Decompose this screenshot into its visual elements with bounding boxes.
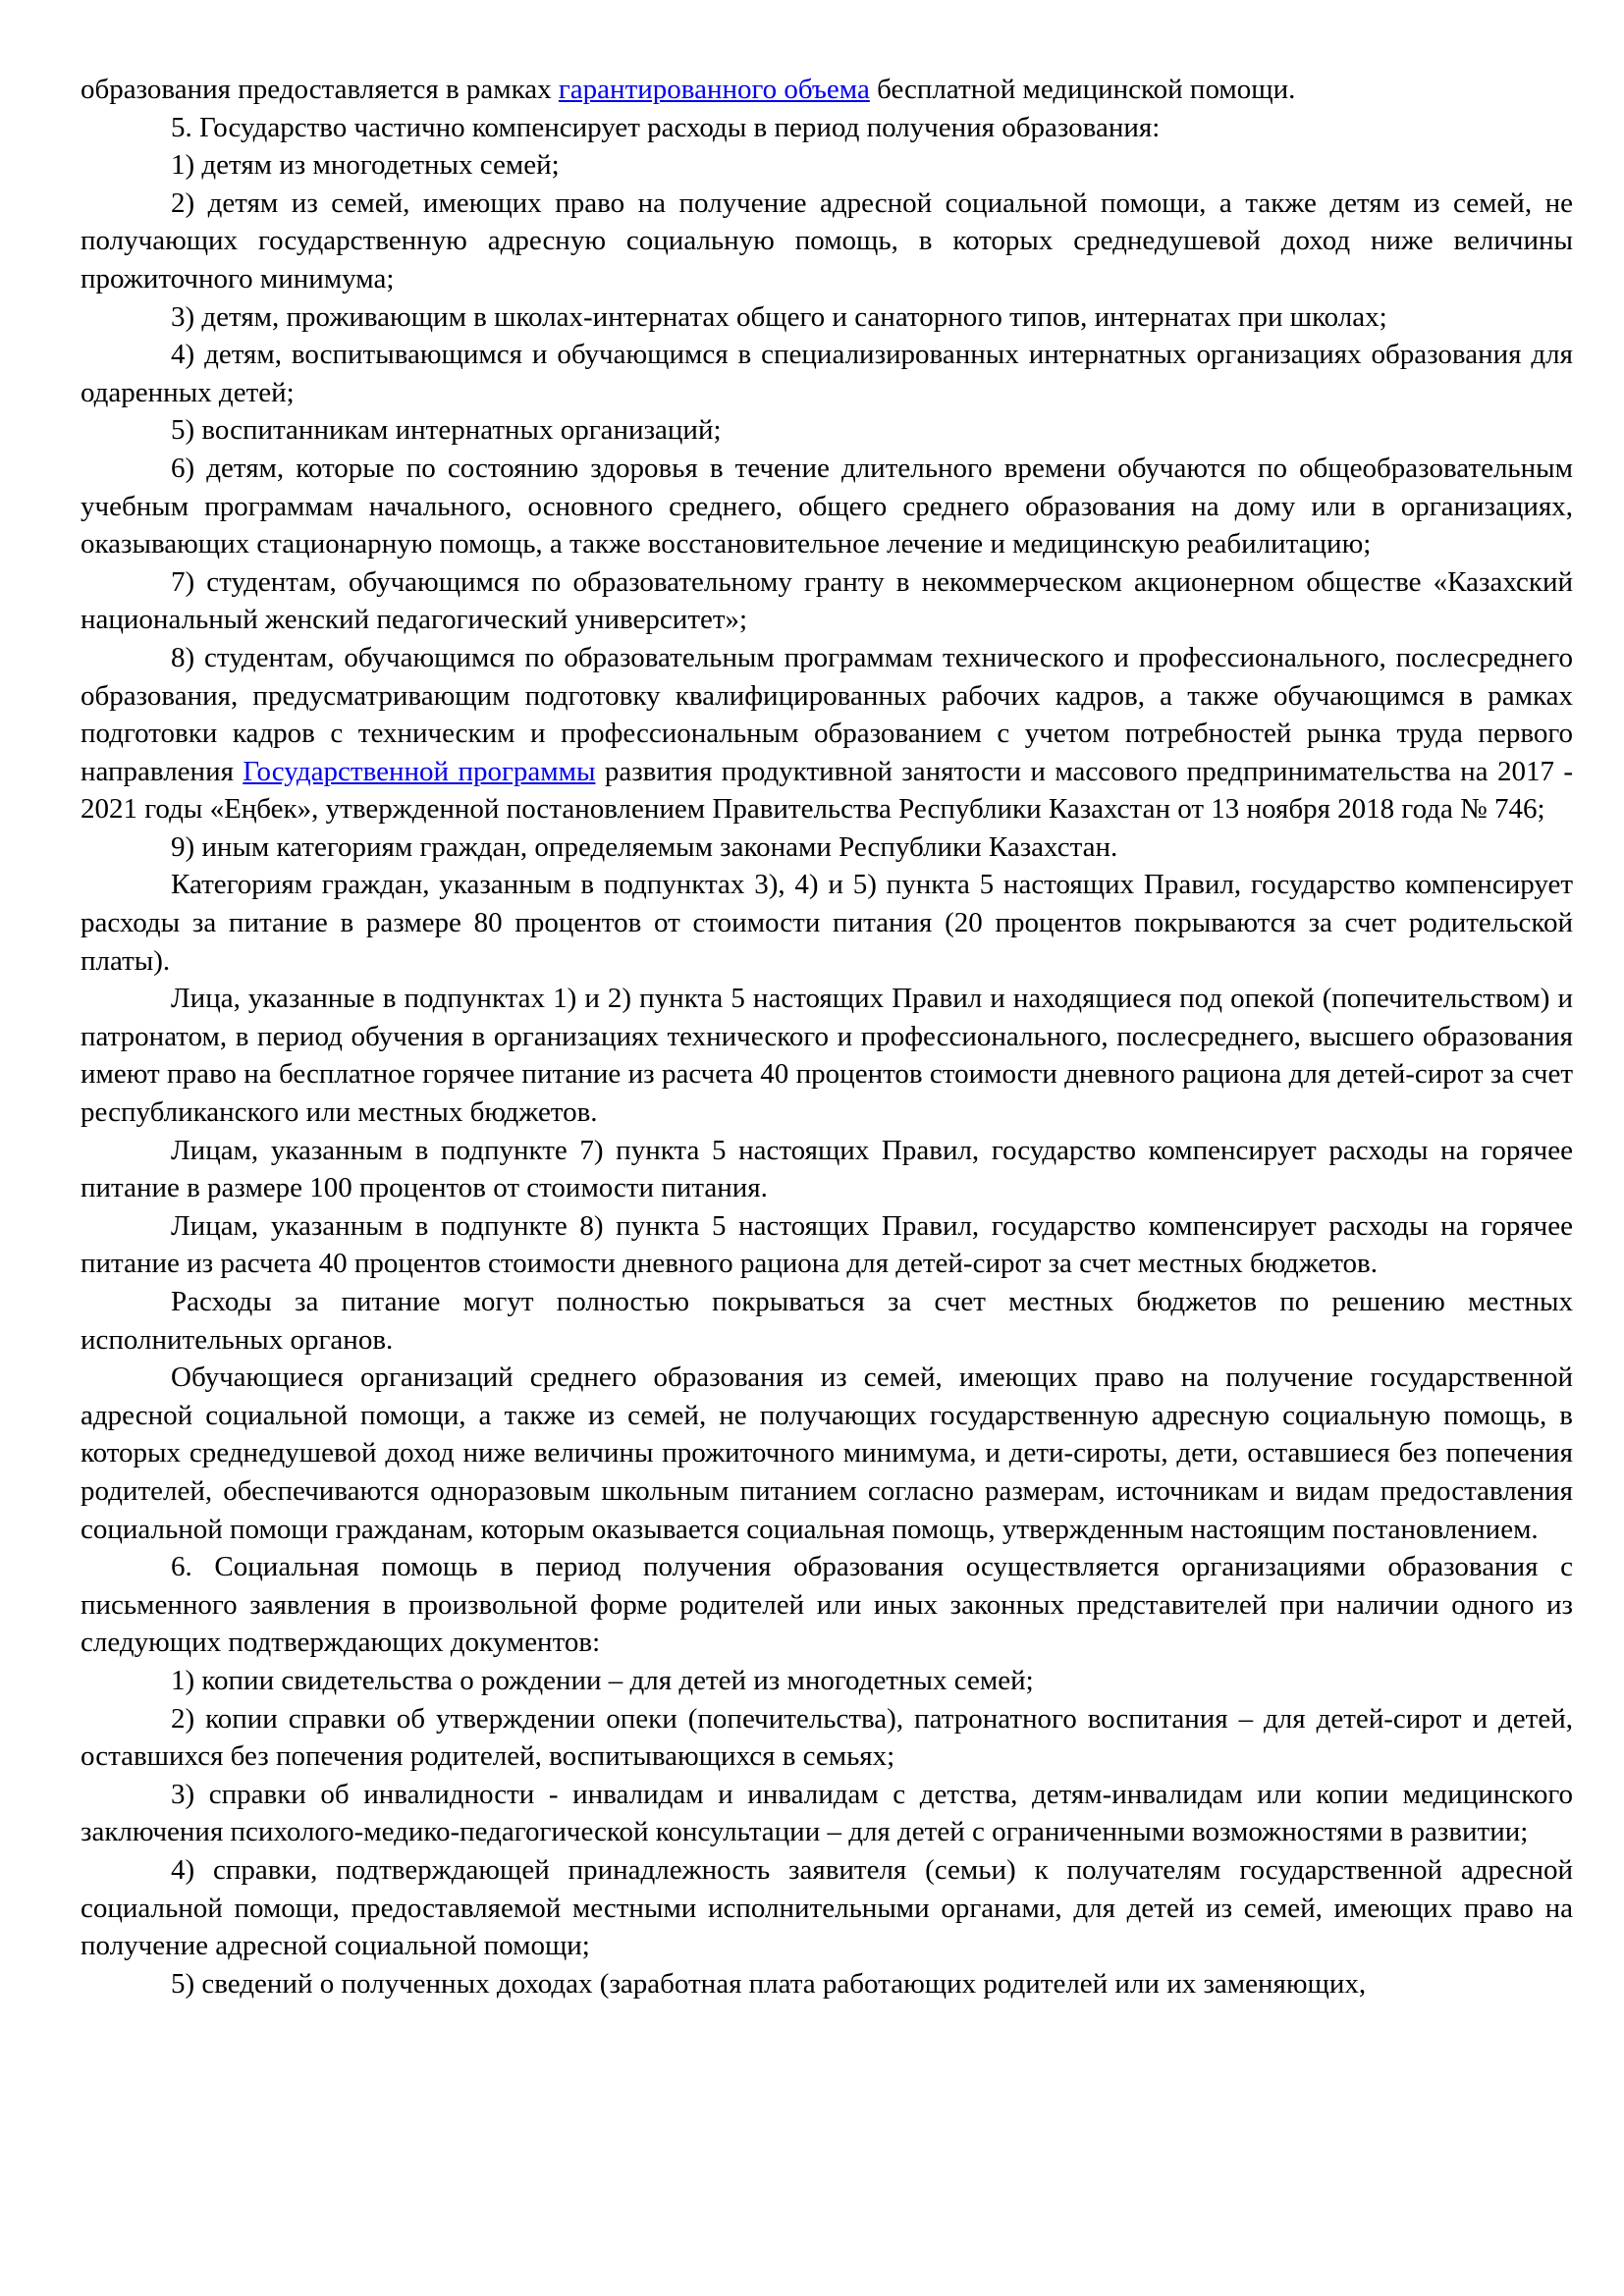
- paragraph-subitem-1: 1) детям из многодетных семей;: [171, 149, 560, 182]
- paragraph-item-6: 6. Социальная помощь в период получения образования осуществляется организациями образования с письменного заявления в произвольной форме родителей или иных законных представителей при наличии одного из следующих подтверждающих документов:: [81, 1551, 1573, 1659]
- paragraph-doc-3: 3) справки об инвалидности - инвалидам и инвалидам с детства, детям-инвалидам или копии медицинского заключения психолого-медико-педагогической консультации – для детей с ограниченными возможностями в развитии;: [81, 1778, 1573, 1848]
- paragraph-subitem-5: 5) воспитанникам интернатных организаций;: [171, 414, 722, 447]
- paragraph-subitem-8-text-before: 8) студентам, обучающимся по образовательным программам технического и профессионального, послесреднего образования, предусматривающим подготовку квалифицированных рабочих кадров, а также обучающимся в рамках подготовки кадров с техническим и профессиональным образованием с учетом потребностей рынка труда первого направления: [81, 641, 1573, 787]
- paragraph-guardianship-40-percent: Лица, указанные в подпунктах 1) и 2) пункта 5 настоящих Правил и находящиеся под опекой (попечительством) и патронатом, в период обучения в организациях технического и профессионального, послесреднего, высшего образования имеют право на бесплатное горячее питание из расчета 40 процентов стоимости дневного рациона для детей-сирот за счет республиканского или местных бюджетов.: [81, 983, 1573, 1129]
- state-program-link[interactable]: Государственной программы: [243, 755, 596, 787]
- paragraph-subitem-3: 3) детям, проживающим в школах-интернатах общего и санаторного типов, интернатах при школах;: [171, 300, 1387, 333]
- paragraph-subitem-6: 6) детям, которые по состоянию здоровья в течение длительного времени обучаются по общеобразовательным учебным программам начального, основного среднего, общего среднего образования на дому или в организациях, оказывающих стационарную помощь, а также восстановительное лечение и медицинскую реабилитацию;: [81, 452, 1573, 561]
- guaranteed-volume-link[interactable]: гарантированного объема: [558, 74, 870, 105]
- paragraph-0-text-before: образования предоставляется в рамках: [81, 74, 559, 105]
- paragraph-subitem-2: 2) детям из семей, имеющих право на получение адресной социальной помощи, а также детям из семей, не получающих государственную адресную социальную помощь, в которых среднедушевой доход ниже величины прожиточного минимума;: [81, 187, 1573, 294]
- paragraph-subitem-8-text-after: развития продуктивной занятости и массового предпринимательства на 2017 - 2021 годы «Еңбек», утвержденной постановлением Правительства Республики Казахстан от 13 ноября 2018 года № 746;: [81, 755, 1573, 826]
- paragraph-school-meals: Обучающиеся организаций среднего образования из семей, имеющих право на получение государственной адресной социальной помощи, а также из семей, не получающих государственную адресную социальную помощь, в которых среднедушевой доход ниже величины прожиточного минимума, и дети-сироты, дети, оставшиеся без попечения родителей, обеспечиваются одноразовым школьным питанием согласно размерам, источникам и видам предоставления социальной помощи гражданам, которым оказывается социальная помощь, утвержденным настоящим постановлением.: [81, 1362, 1573, 1545]
- paragraph-subitem-8: [81, 639, 1573, 828]
- paragraph-doc-4: 4) справки, подтверждающей принадлежность заявителя (семьи) к получателям государственной адресной социальной помощи, предоставляемой местными исполнительными органами, для детей из семей, имеющих право на получение адресной социальной помощи;: [81, 1853, 1573, 1962]
- paragraph-subitem-8-40-percent: Лицам, указанным в подпункте 8) пункта 5 настоящих Правил, государство компенсирует расходы на горячее питание из расчета 40 процентов стоимости дневного рациона для детей-сирот за счет местных бюджетов.: [81, 1209, 1573, 1280]
- paragraph-0: [81, 71, 1573, 109]
- paragraph-0-text-after: бесплатной медицинской помощи.: [869, 74, 1296, 105]
- paragraph-doc-1: 1) копии свидетельства о рождении – для детей из многодетных семей;: [171, 1664, 1034, 1696]
- paragraph-subitem-7: 7) студентам, обучающимся по образовательному гранту в некоммерческом акционерном обществе «Казахский национальный женский педагогический университет»;: [81, 565, 1573, 636]
- paragraph-categories-80-percent: Категориям граждан, указанным в подпунктах 3), 4) и 5) пункта 5 настоящих Правил, государство компенсирует расходы за питание в размере 80 процентов от стоимости питания (20 процентов покрываются за счет родительской платы).: [81, 869, 1573, 977]
- paragraph-item-5: 5. Государство частично компенсирует расходы в период получения образования:: [171, 111, 1161, 143]
- paragraph-subitem-9: 9) иным категориям граждан, определяемым законами Республики Казахстан.: [171, 830, 1118, 863]
- paragraph-subitem-4: 4) детям, воспитывающимся и обучающимся в специализированных интернатных организациях образования для одаренных детей;: [81, 339, 1573, 408]
- paragraph-local-budgets: Расходы за питание могут полностью покрываться за счет местных бюджетов по решению местных исполнительных органов.: [81, 1286, 1573, 1356]
- paragraph-doc-2: 2) копии справки об утверждении опеки (попечительства), патронатного воспитания – для детей-сирот и детей, оставшихся без попечения родителей, воспитывающихся в семьях;: [81, 1702, 1573, 1773]
- paragraph-doc-5: 5) сведений о полученных доходах (заработная плата работающих родителей или их заменяющих,: [171, 1967, 1367, 2000]
- paragraph-subitem-7-100-percent: Лицам, указанным в подпункте 7) пункта 5 настоящих Правил, государство компенсирует расходы на горячее питание в размере 100 процентов от стоимости питания.: [81, 1134, 1573, 1204]
